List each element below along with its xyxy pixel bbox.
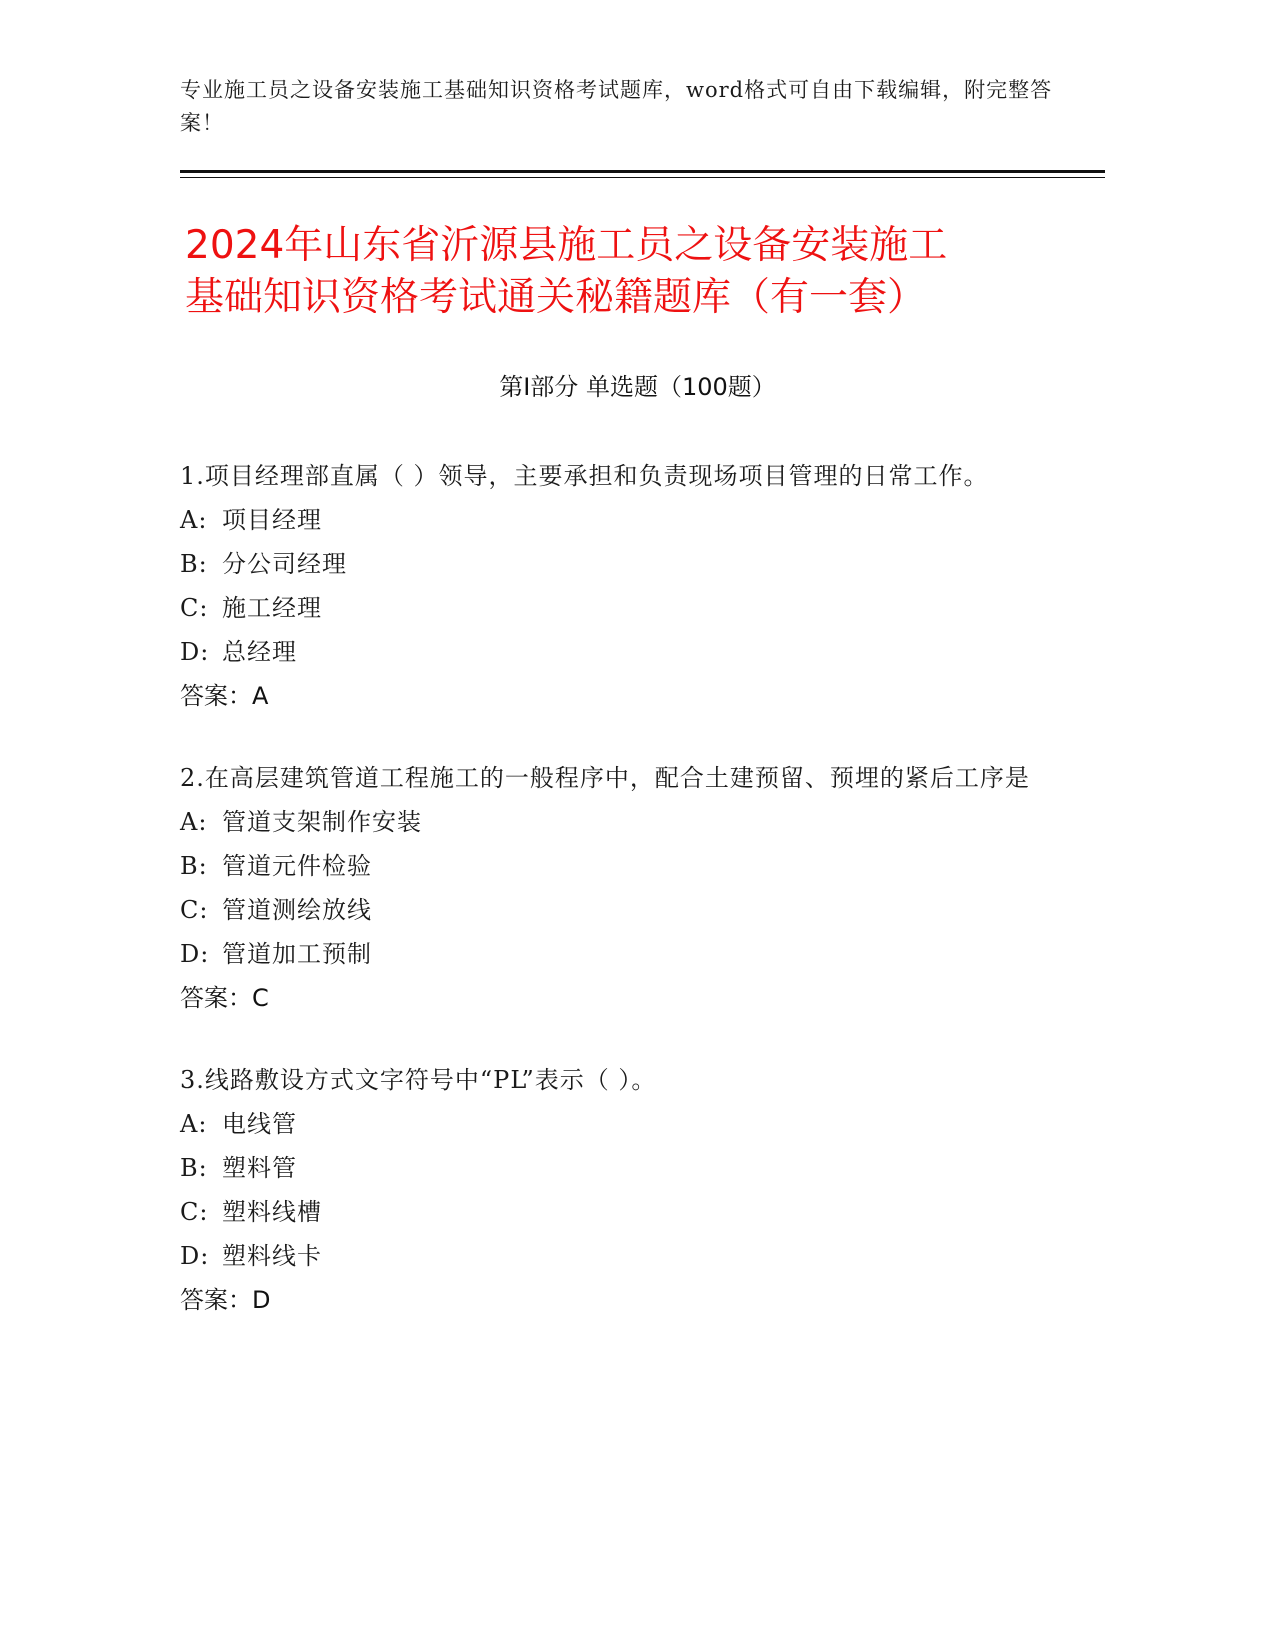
option-key: C: [180, 1198, 209, 1226]
answer: 答案：A [180, 682, 269, 710]
question-stem: 2.在高层建筑管道工程施工的一般程序中，配合土建预留、预埋的紧后工序是 [180, 764, 1030, 792]
option-key: B: [180, 550, 208, 578]
option-text: 管道支架制作安装 [222, 808, 422, 836]
question-2 [180, 757, 1040, 1020]
question-list [180, 455, 1040, 1361]
option-text: 电线管 [222, 1110, 297, 1138]
question-stem: 1.项目经理部直属（ ）领导，主要承担和负责现场项目管理的日常工作。 [180, 462, 989, 490]
option-b [180, 844, 1040, 888]
option-a [180, 498, 1040, 542]
option-c [180, 586, 1040, 630]
option-text: 总经理 [222, 638, 297, 666]
option-key: B: [180, 852, 208, 880]
header-divider-thin [180, 177, 1105, 178]
question-1 [180, 455, 1040, 718]
document-title-line-1: 2024年山东省沂源县施工员之设备安装施工 [185, 223, 948, 268]
option-text: 施工经理 [222, 594, 322, 622]
option-text: 管道加工预制 [222, 940, 372, 968]
option-key: A: [180, 808, 208, 836]
option-key: D: [180, 940, 210, 968]
answer: 答案：D [180, 1286, 271, 1314]
option-key: A: [180, 506, 208, 534]
option-text: 管道元件检验 [222, 852, 372, 880]
option-text: 项目经理 [222, 506, 322, 534]
option-text: 分公司经理 [222, 550, 347, 578]
option-b [180, 1146, 1040, 1190]
option-key: D: [180, 1242, 210, 1270]
option-text: 塑料线卡 [222, 1242, 322, 1270]
option-a [180, 800, 1040, 844]
section-heading: 第Ⅰ部分 单选题（100题） [499, 373, 776, 401]
option-d [180, 1234, 1040, 1278]
option-c [180, 888, 1040, 932]
answer: 答案：C [180, 984, 269, 1012]
question-3 [180, 1059, 1040, 1322]
document-title-line-2: 基础知识资格考试通关秘籍题库（有一套） [185, 275, 927, 320]
option-text: 塑料管 [222, 1154, 297, 1182]
option-a [180, 1102, 1040, 1146]
option-d [180, 630, 1040, 674]
option-c [180, 1190, 1040, 1234]
option-text: 管道测绘放线 [222, 896, 372, 924]
question-stem: 3.线路敷设方式文字符号中“PL”表示（ ）。 [180, 1066, 657, 1094]
option-key: A: [180, 1110, 208, 1138]
option-key: C: [180, 594, 209, 622]
option-d [180, 932, 1040, 976]
option-text: 塑料线槽 [222, 1198, 322, 1226]
option-key: C: [180, 896, 209, 924]
option-key: D: [180, 638, 210, 666]
option-key: B: [180, 1154, 208, 1182]
header-divider-thick [180, 170, 1105, 173]
document-title [185, 220, 1085, 324]
header-note: 专业施工员之设备安装施工基础知识资格考试题库，word格式可自由下载编辑，附完整答案！ [180, 78, 1053, 135]
option-b [180, 542, 1040, 586]
